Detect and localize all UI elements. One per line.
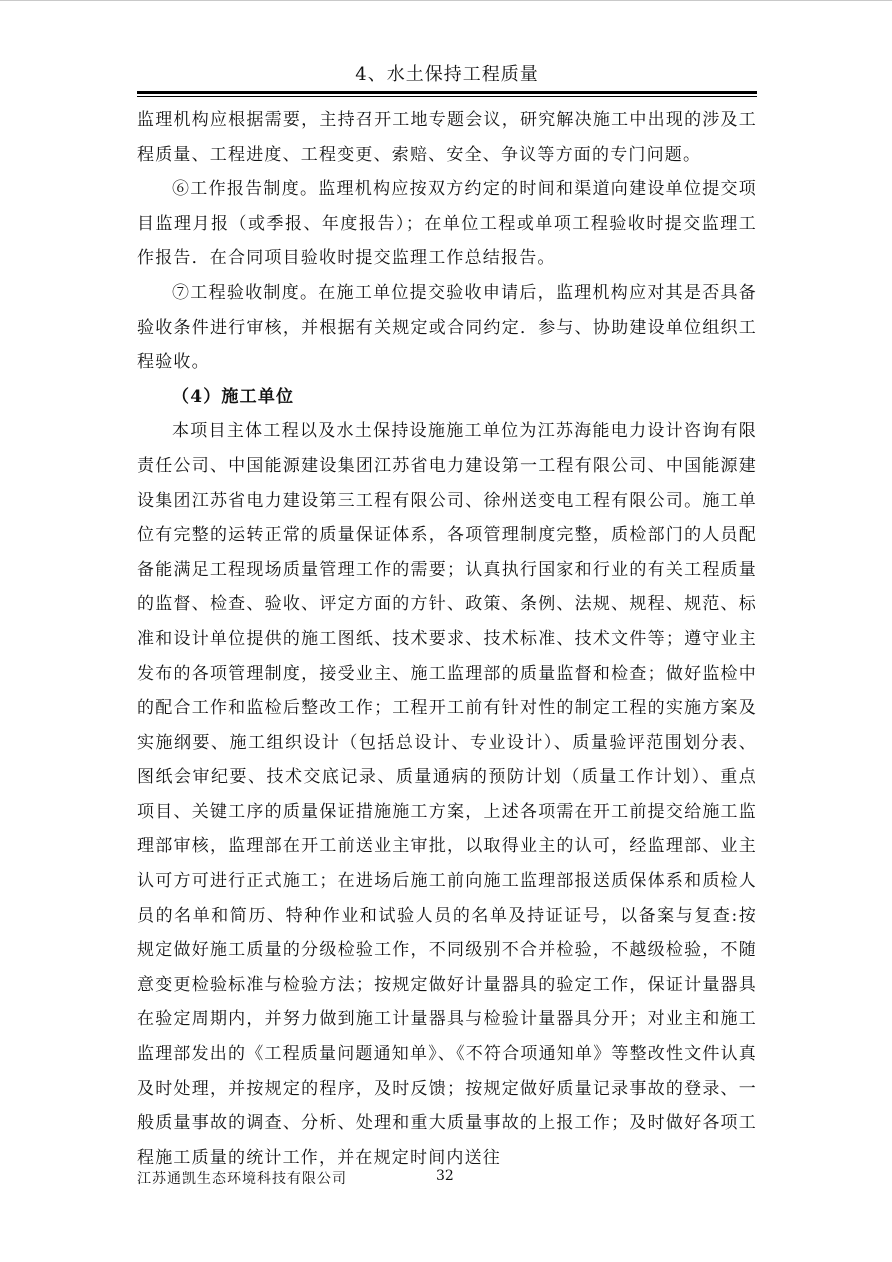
header-rule-thin <box>137 96 757 97</box>
page-header-title: 4、水土保持工程质量 <box>355 64 539 85</box>
page-top-edge <box>0 0 892 1</box>
footer-company: 江苏通凯生态环境科技有限公司 <box>137 1171 347 1187</box>
paragraph-continuation: 监理机构应根据需要，主持召开工地专题会议，研究解决施工中出现的涉及工程质量、工程进度、工程变更、索赔、安全、争议等方面的专门问题。 <box>137 110 757 165</box>
body-text <box>137 103 757 1175</box>
footer-page-number: 32 <box>436 1168 454 1184</box>
paragraph-work-report: ⑥工作报告制度。监理机构应按双方约定的时间和渠道向建设单位提交项目监理月报（或季报、年度报告）；在单位工程或单项工程验收时提交监理工作报告．在合同项目验收时提交监理工作总结报告。 <box>137 179 757 269</box>
section-heading-construction-unit: （4）施工单位 <box>172 386 295 407</box>
paragraph-construction-unit: 本项目主体工程以及水土保持设施施工单位为江苏海能电力设计咨询有限责任公司、中国能源建设集团江苏省电力建设第一工程有限公司、中国能源建设集团江苏省电力建设第三工程有限公司、徐州送变电工程有限公司。施工单位有完整的运转正常的质量保证体系，各项管理制度完整，质检部门的人员配备能满足工程现场质量管理工作的需要；认真执行国家和行业的有关工程质量的监督、检查、验收、评定方面的方针、政策、条例、法规、规程、规范、标准和设计单位提供的施工图纸、技术要求、技术标准、技术文件等；遵守业主发布的各项管理制度，接受业主、施工监理部的质量监督和检查；做好监检中的配合工作和监检后整改工作；工程开工前有针对性的制定工程的实施方案及实施纲要、施工组织设计（包括总设计、专业设计）、质量验评范围划分表、图纸会审纪要、技术交底记录、质量通病的预防计划（质量工作计划）、重点项目、关键工序的质量保证措施施工方案，上述各项需在开工前提交给施工监理部审核，监理部在开工前送业主审批，以取得业主的认可，经监理部、业主认可方可进行正式施工；在进场后施工前向施工监理部报送质保体系和质检人员的名单和简历、特种作业和试验人员的名单及持证证号，以备案与复查:按规定做好施工质量的分级检验工作，不同级别不合并检验，不越级检验，不随意变更检验标准与检验方法；按规定做好计量器具的验定工作，保证计量器具在验定周期内，并努力做到施工计量器具与检验计量器具分开；对业主和施工监理部发出的《工程质量问题通知单》、《不符合项通知单》等整改性文件认真及时处理，并按规定的程序，及时反馈；按规定做好质量记录事故的登录、一般质量事故的调查、分析、处理和重大质量事故的上报工作；及时做好各项工程施工质量的统计工作，并在规定时间内送往 <box>137 421 757 1168</box>
header-rule-thick <box>137 91 757 94</box>
paragraph-acceptance: ⑦工程验收制度。在施工单位提交验收申请后，监理机构应对其是否具备验收条件进行审核，并根据有关规定或合同约定．参与、协助建设单位组织工程验收。 <box>137 282 757 373</box>
